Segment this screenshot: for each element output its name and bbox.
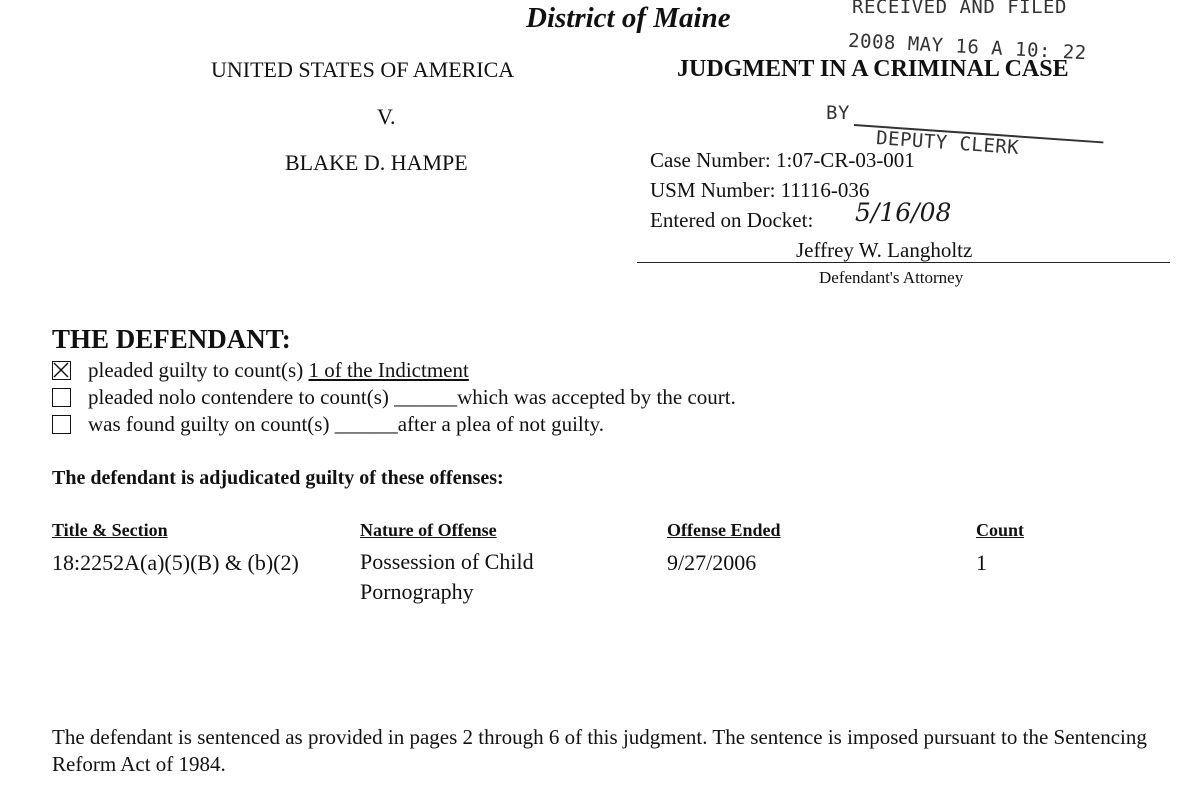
offense-nature: Possession of Child Pornography — [360, 549, 534, 604]
filed-date-stamp: 2008 MAY 16 A 10: 22 — [847, 29, 1088, 65]
plea-guilty-text: pleaded guilty to count(s) — [88, 358, 304, 382]
column-header-offense-ended: Offense Ended — [667, 520, 781, 540]
judgment-title: JUDGMENT IN A CRIMINAL CASE — [677, 56, 1069, 82]
defendant-name: BLAKE D. HAMPE — [285, 150, 468, 175]
checked-checkbox[interactable] — [52, 361, 71, 380]
found-guilty-blank: ______ — [334, 412, 398, 436]
unchecked-checkbox[interactable] — [52, 415, 71, 434]
district-title: District of Maine — [526, 2, 731, 34]
plea-guilty-count: 1 of the Indictment — [308, 358, 469, 382]
found-guilty-row — [52, 412, 604, 437]
unchecked-checkbox[interactable] — [52, 388, 71, 407]
offense-ended-date: 9/27/2006 — [667, 550, 757, 575]
column-header-title-section: Title & Section — [52, 520, 168, 540]
case-number-value: 1:07-CR-03-001 — [775, 148, 915, 172]
found-guilty-text: was found guilty on count(s) — [88, 412, 330, 436]
column-header-nature: Nature of Offense — [360, 520, 497, 540]
usm-number-row — [650, 178, 869, 203]
versus-label: V. — [377, 104, 396, 129]
usm-number-value: 11116-036 — [780, 178, 870, 202]
usm-number-label: USM Number: — [650, 178, 776, 202]
deputy-clerk-stamp: DEPUTY CLERK — [875, 127, 1020, 159]
found-guilty-suffix: after a plea of not guilty. — [397, 412, 604, 436]
attorney-name: Jeffrey W. Langholtz — [796, 238, 973, 262]
column-header-count: Count — [976, 520, 1025, 540]
defendant-section-title: THE DEFENDANT: — [52, 324, 291, 354]
offenses-heading: The defendant is adjudicated guilty of these offenses: — [52, 467, 504, 489]
plea-nolo-suffix: which was accepted by the court. — [457, 385, 736, 409]
plea-nolo-blank: ______ — [394, 385, 458, 409]
case-number-label: Case Number: — [650, 148, 771, 172]
by-stamp: BY — [826, 102, 850, 124]
plea-nolo-row — [52, 385, 736, 410]
plaintiff-name: UNITED STATES OF AMERICA — [211, 57, 515, 82]
sentence-statement: The defendant is sentenced as provided in pages 2 through 6 of this judgment. The sentence is imposed pursuant to the Sentencing Reform Act of 1984. — [52, 725, 1147, 776]
plea-guilty-row — [52, 358, 469, 383]
attorney-label: Defendant's Attorney — [819, 268, 964, 287]
attorney-line — [637, 262, 1170, 263]
case-number-row — [650, 148, 915, 173]
offense-count: 1 — [976, 550, 987, 575]
plea-nolo-text: pleaded nolo contendere to count(s) — [88, 385, 389, 409]
docket-date-handwritten: 5/16/08 — [855, 198, 952, 227]
docket-label: Entered on Docket: — [650, 208, 814, 232]
offense-title-section: 18:2252A(a)(5)(B) & (b)(2) — [52, 550, 299, 575]
received-stamp: RECEIVED AND FILED — [852, 0, 1067, 18]
check-x-icon — [53, 362, 69, 378]
